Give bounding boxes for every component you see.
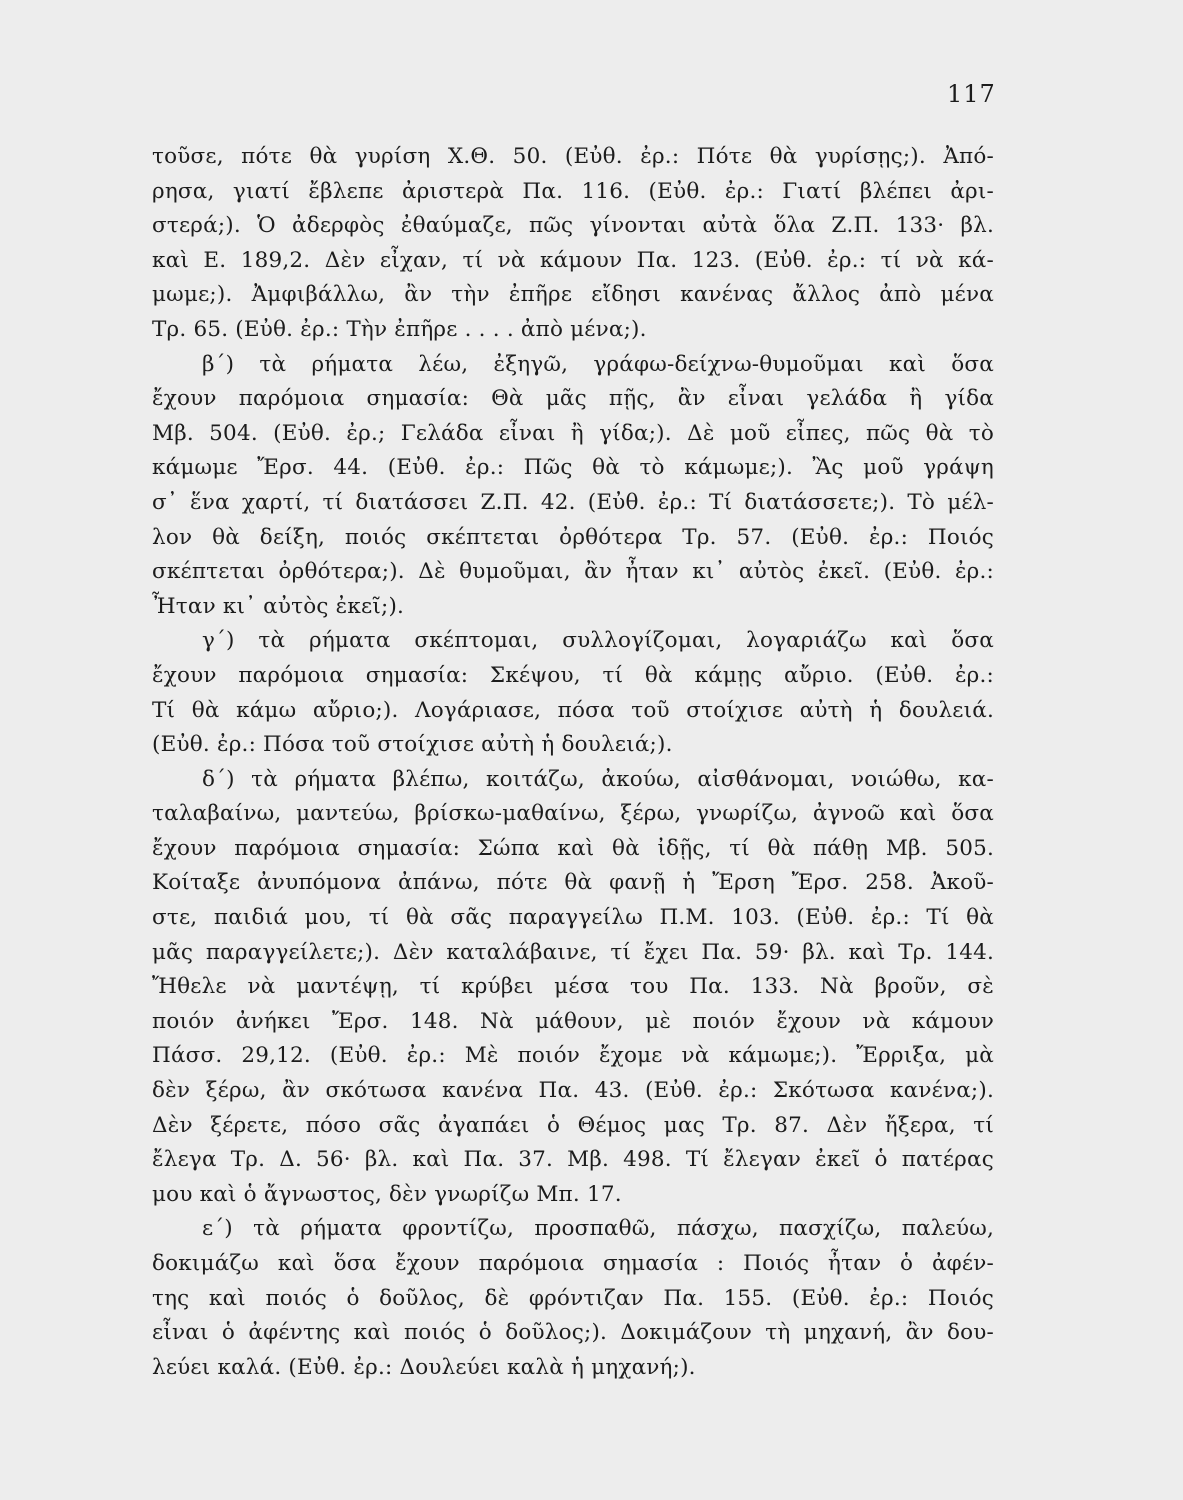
text-line: Τρ. 65. (Εὐθ. ἐρ.: Τὴν ἐπῆρε . . . . ἀπὸ μένα;). xyxy=(152,316,647,342)
text-line: στε, παιδιά μου, τί θὰ σᾶς παραγγείλω Π.Μ. 103. (Εὐθ. ἐρ.: Τί θὰ xyxy=(152,905,994,931)
paragraph-start-e: ε΄) τὰ ρήματα φροντίζω, προσπαθῶ, πάσχω, πασχίζω, παλεύω, xyxy=(202,1216,994,1242)
text-line: Μβ. 504. (Εὐθ. ἐρ.; Γελάδα εἶναι ἢ γίδα;). Δὲ μοῦ εἶπες, πῶς θὰ τὸ xyxy=(152,420,994,446)
text-line: δοκιμάζω καὶ ὅσα ἔχουν παρόμοια σημασία : Ποιός ἦταν ὁ ἀφέν- xyxy=(152,1251,994,1276)
paragraph-start-d: δ΄) τὰ ρήματα βλέπω, κοιτάζω, ἀκούω, αἰσθάνομαι, νοιώθω, κα- xyxy=(202,766,994,792)
text-line: ἔλεγα Τρ. Δ. 56· βλ. καὶ Πα. 37. Μβ. 498. Τί ἔλεγαν ἐκεῖ ὁ πατέρας xyxy=(152,1147,994,1173)
text-line: Ἤθελε νὰ μαντέψῃ, τί κρύβει μέσα του Πα. 133. Νὰ βροῦν, σὲ xyxy=(152,974,994,1000)
text-line: Ἦταν κι᾿ αὐτὸς ἐκεῖ;). xyxy=(152,593,405,619)
paragraph-start-b: β΄) τὰ ρήματα λέω, ἐξηγῶ, γράφω-δείχνω-θυμοῦμαι καὶ ὅσα xyxy=(202,351,994,377)
body-text xyxy=(152,140,994,1385)
text-line: Τί θὰ κάμω αὔριο;). Λογάριασε, πόσα τοῦ στοίχισε αὐτὴ ἡ δουλειά. xyxy=(152,697,994,723)
text-line: λεύει καλά. (Εὐθ. ἐρ.: Δουλεύει καλὰ ἡ μηχανή;). xyxy=(152,1354,696,1380)
text-line: ποιόν ἀνήκει Ἔρσ. 148. Νὰ μάθουν, μὲ ποιόν ἔχουν νὰ κάμουν xyxy=(152,1008,994,1034)
text-line: ἔχουν παρόμοια σημασία: Θὰ μᾶς πῇς, ἂν εἶναι γελάδα ἢ γίδα xyxy=(152,386,994,412)
text-line: Δὲν ξέρετε, πόσο σᾶς ἀγαπάει ὁ Θέμος μας Τρ. 87. Δὲν ἤξερα, τί xyxy=(152,1112,994,1138)
text-line: εἶναι ὁ ἀφέντης καὶ ποιός ὁ δοῦλος;). Δοκιμάζουν τὴ μηχανή, ἂν δου- xyxy=(152,1320,994,1346)
text-line: (Εὐθ. ἐρ.: Πόσα τοῦ στοίχισε αὐτὴ ἡ δουλειά;). xyxy=(152,732,673,758)
text-line: σκέπτεται ὀρθότερα;). Δὲ θυμοῦμαι, ἂν ἦταν κι᾿ αὐτὸς ἐκεῖ. (Εὐθ. ἐρ.: xyxy=(152,559,994,585)
text-line: δὲν ξέρω, ἂν σκότωσα κανένα Πα. 43. (Εὐθ. ἐρ.: Σκότωσα κανένα;). xyxy=(152,1078,994,1104)
text-line: μωμε;). Ἀμφιβάλλω, ἂν τὴν ἐπῆρε εἴδησι κανένας ἄλλος ἀπὸ μένα xyxy=(152,282,994,308)
text-line: σ᾿ ἕνα χαρτί, τί διατάσσει Ζ.Π. 42. (Εὐθ. ἐρ.: Τί διατάσσετε;). Τὸ μέλ- xyxy=(152,489,994,515)
text-line: ρησα, γιατί ἔβλεπε ἀριστερὰ Πα. 116. (Εὐθ. ἐρ.: Γιατί βλέπει ἀρι- xyxy=(152,178,994,204)
text-line: κάμωμε Ἔρσ. 44. (Εὐθ. ἐρ.: Πῶς θὰ τὸ κάμωμε;). Ἂς μοῦ γράψη xyxy=(152,455,994,481)
text-line: Κοίταξε ἀνυπόμονα ἀπάνω, πότε θὰ φανῇ ἡ Ἔρση Ἔρσ. 258. Ἀκοῦ- xyxy=(152,870,994,896)
text-line: της καὶ ποιός ὁ δοῦλος, δὲ φρόντιζαν Πα. 155. (Εὐθ. ἐρ.: Ποιός xyxy=(152,1285,994,1311)
text-line: τοῦσε, πότε θὰ γυρίση Χ.Θ. 50. (Εὐθ. ἐρ.: Πότε θὰ γυρίσῃς;). Ἀπό- xyxy=(152,144,994,169)
text-line: Πάσσ. 29,12. (Εὐθ. ἐρ.: Μὲ ποιόν ἔχομε νὰ κάμωμε;). Ἔρριξα, μὰ xyxy=(152,1043,994,1069)
text-line: λον θὰ δείξη, ποιός σκέπτεται ὀρθότερα Τρ. 57. (Εὐθ. ἐρ.: Ποιός xyxy=(152,524,994,550)
paragraph-start-c: γ΄) τὰ ρήματα σκέπτομαι, συλλογίζομαι, λογαριάζω καὶ ὅσα xyxy=(202,628,994,654)
text-line: καὶ Ε. 189,2. Δὲν εἶχαν, τί νὰ κάμουν Πα. 123. (Εὐθ. ἐρ.: τί νὰ κά- xyxy=(152,247,994,273)
page-number: 117 xyxy=(947,80,996,108)
text-line: μᾶς παραγγείλετε;). Δὲν καταλάβαινε, τί ἔχει Πα. 59· βλ. καὶ Τρ. 144. xyxy=(152,939,994,965)
text-line: μου καὶ ὁ ἄγνωστος, δὲν γνωρίζω Μπ. 17. xyxy=(152,1181,622,1207)
text-line: ταλαβαίνω, μαντεύω, βρίσκω-μαθαίνω, ξέρω, γνωρίζω, ἀγνοῶ καὶ ὅσα xyxy=(152,801,994,827)
text-line: ἔχουν παρόμοια σημασία: Σώπα καὶ θὰ ἰδῇς, τί θὰ πάθῃ Μβ. 505. xyxy=(152,835,994,861)
text-line: στερά;). Ὁ ἀδερφὸς ἐθαύμαζε, πῶς γίνονται αὐτὰ ὅλα Ζ.Π. 133· βλ. xyxy=(152,213,994,239)
text-line: ἔχουν παρόμοια σημασία: Σκέψου, τί θὰ κάμῃς αὔριο. (Εὐθ. ἐρ.: xyxy=(152,662,994,688)
